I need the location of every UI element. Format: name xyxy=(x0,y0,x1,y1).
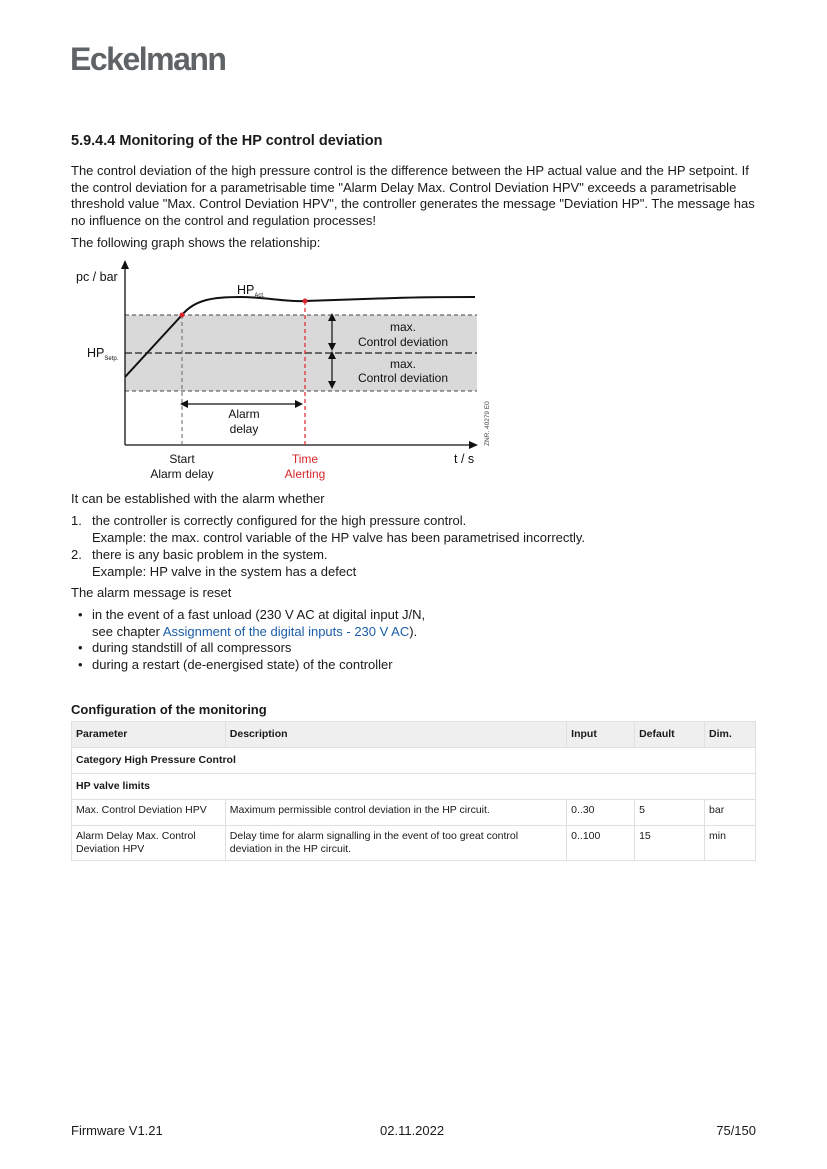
category-row: Category High Pressure Control xyxy=(72,748,756,774)
table-header-row xyxy=(72,722,756,748)
y-axis-label: pc / bar xyxy=(76,270,118,284)
alarm-delay-label-2: delay xyxy=(229,422,259,436)
config-heading: Configuration of the monitoring xyxy=(71,702,267,717)
list-item: • during a restart (de-energised state) of the controller xyxy=(78,656,393,672)
alarm-checks-list xyxy=(71,513,771,581)
list-item: • during standstill of all compressors xyxy=(78,640,292,655)
start-label-1: Start xyxy=(169,452,195,466)
header-description: Description xyxy=(225,722,566,748)
reset-intro: The alarm message is reset xyxy=(71,585,232,600)
x-axis-label: t / s xyxy=(454,452,475,466)
list-item: 1. the controller is correctly configured for the high pressure control. Example: the max. control variable of the HP valve has been parametrised incorrectly. xyxy=(71,513,586,545)
list-item: 2. there is any basic problem in the system. Example: HP valve in the system has a defect xyxy=(71,547,357,579)
time-alerting-label-2: Alerting xyxy=(284,467,326,481)
start-label-2: Alarm delay xyxy=(150,467,214,481)
time-alerting-label-1: Time xyxy=(291,452,319,466)
section-heading: 5.9.4.4 Monitoring of the HP control deviation xyxy=(71,133,383,149)
lower-band-label-1: max. xyxy=(389,357,417,371)
table-row: Alarm Delay Max. Control Deviation HPV Delay time for alarm signalling in the event of too great control deviation in the HP circuit. 0..100 15 min xyxy=(72,826,756,861)
upper-band-label-2: Control deviation xyxy=(357,335,449,349)
table-row: Max. Control Deviation HPV Maximum permissible control deviation in the HP circuit. 0..30 5 bar xyxy=(72,800,756,826)
config-table xyxy=(71,721,756,861)
footer-date: 02.11.2022 xyxy=(380,1123,445,1138)
upper-band-label-1: max. xyxy=(389,320,417,334)
header-input: Input xyxy=(567,722,635,748)
y-axis-arrow-icon xyxy=(121,260,129,269)
intro-paragraph: The control deviation of the high pressure control is the difference between the HP actual value and the HP setpoint. If the control deviation for a parametrisable time "Alarm Delay Max. Control Deviation HPV" exceeds a parametrisable threshold value "Max. Control Deviation HPV", the controller generates the message "Deviation HP". The message has no influence on the control and regulation processes! xyxy=(71,163,755,228)
header-parameter: Parameter xyxy=(72,722,226,748)
digital-inputs-chapter-link[interactable]: Assignment of the digital inputs - 230 V AC xyxy=(162,623,410,639)
figure-id: ZNR. 40279 E0 xyxy=(484,401,491,446)
lower-band-label-2: Control deviation xyxy=(357,371,449,385)
alarm-delay-label-1: Alarm xyxy=(228,407,260,421)
graph-intro: The following graph shows the relationship: xyxy=(71,235,321,250)
alarm-checks-intro: It can be established with the alarm whether xyxy=(71,491,325,506)
alert-point-marker xyxy=(303,299,308,304)
eckelmann-logo: Eckelmann xyxy=(70,41,226,77)
reset-list xyxy=(71,607,771,673)
x-axis-arrow-icon xyxy=(469,441,478,449)
subcategory-row: HP valve limits xyxy=(72,774,756,800)
header-default: Default xyxy=(635,722,705,748)
hp-actual-label: $HP_{Act.}$ xyxy=(237,283,265,299)
footer-page-number: 75/150 xyxy=(716,1123,756,1138)
hp-setpoint-label: $HP_{Setp.}$ xyxy=(87,346,119,362)
control-deviation-diagram xyxy=(65,255,495,485)
list-item: • in the event of a fast unload (230 V AC at digital input J/N, see chapter Assignment of the digital inputs - 230 V AC). xyxy=(78,607,426,639)
footer-firmware: Firmware V1.21 xyxy=(71,1123,163,1138)
start-point-marker xyxy=(180,313,185,318)
header-dim: Dim. xyxy=(705,722,756,748)
